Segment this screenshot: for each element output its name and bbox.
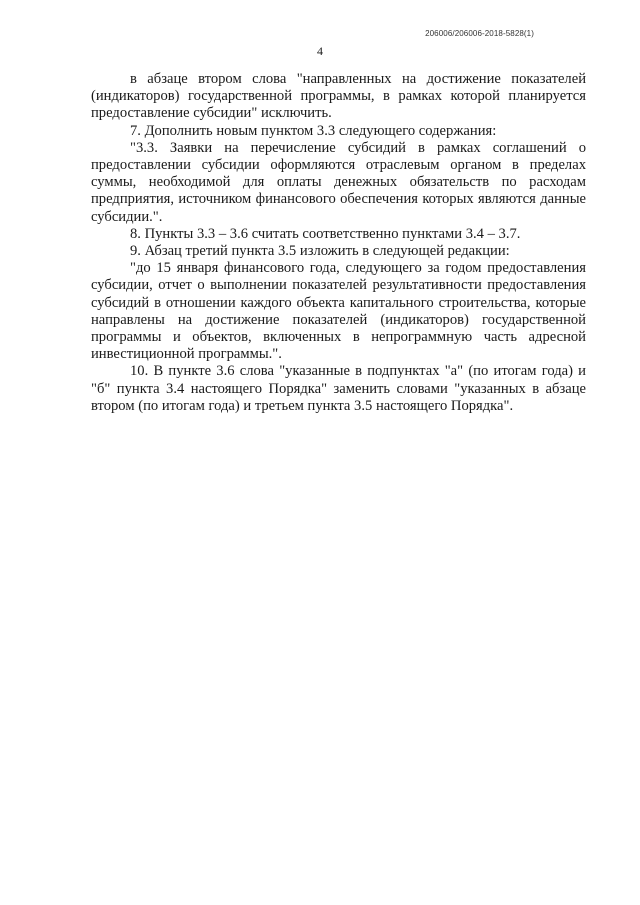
paragraph-item-8: 8. Пункты 3.3 – 3.6 считать соответственно пунктами 3.4 – 3.7. [130, 225, 521, 242]
document-body [91, 71, 586, 415]
paragraph-item-9: 9. Абзац третий пункта 3.5 изложить в следующей редакции: [130, 243, 510, 260]
paragraph-abzac-vtorom: в абзаце втором слова "направленных на достижение показателей (индикаторов) государственной программы, в рамках которой планируется предоставление субсидии" исключить. [91, 71, 586, 122]
document-code: 206006/206006-2018-5828(1) [425, 29, 534, 38]
paragraph-item-10: 10. В пункте 3.6 слова "указанные в подпунктах "а" (по итогам года) и "б" пункта 3.4 настоящего Порядка" заменить словами "указанных в абзаце втором (по итогам года) и третьем пункта 3.5 настоящего Порядка". [91, 363, 586, 414]
page-number: 4 [317, 44, 323, 58]
paragraph-quote-new-edition: "до 15 января финансового года, следующего за годом предоставления субсидии, отчет о выполнении показателей результативности предоставления субсидий в отношении каждого объекта капитального строительства, которые направлены на достижение показателей (индикаторов) государственной программы и объектов, включенных в непрограммную часть адресной инвестиционной программы.". [91, 260, 586, 363]
paragraph-item-7: 7. Дополнить новым пунктом 3.3 следующего содержания: [130, 122, 497, 139]
paragraph-quote-3-3: "3.3. Заявки на перечисление субсидий в рамках соглашений о предоставлении субсидии оформляются отраслевым органом в пределах суммы, необходимой для оплаты денежных обязательств по расходам предприятия, источником финансового обеспечения которых являются данные субсидии.". [91, 139, 586, 225]
